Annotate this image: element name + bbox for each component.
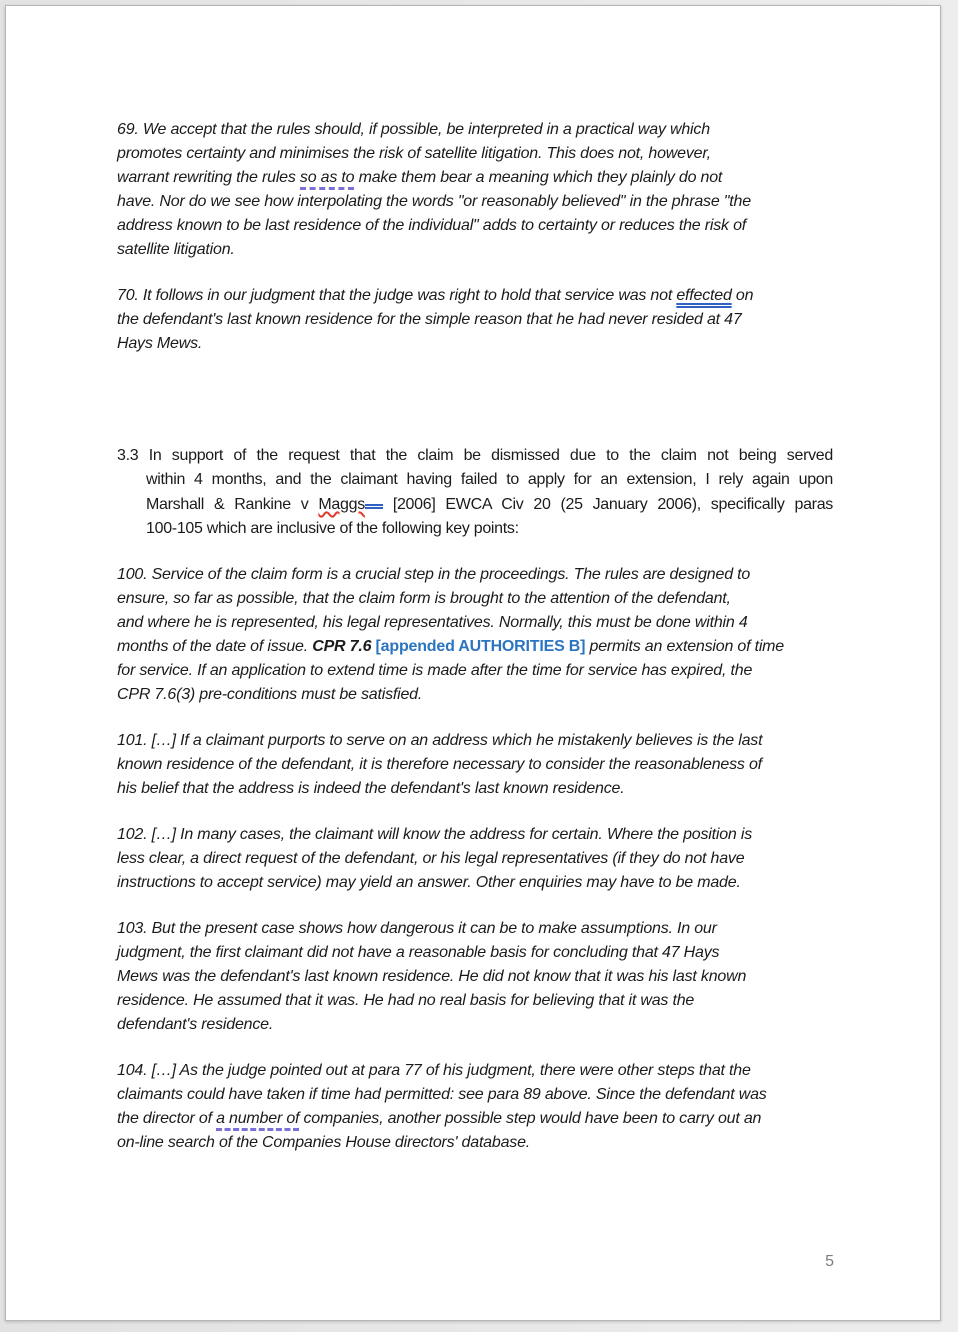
para-70	[117, 284, 833, 356]
text-segment: on-line search of the Companies House directors' database.	[117, 1134, 531, 1151]
text-segment: his belief that the address is indeed the defendant's last known residence.	[117, 780, 625, 797]
text-line	[117, 332, 833, 356]
text-line	[117, 214, 833, 238]
text-segment: Mews was the defendant's last known residence. He did not know that it was his last known	[117, 968, 747, 985]
para-103	[117, 917, 833, 1037]
text-segment: 70. It follows in our judgment that the judge was right to hold that service was not	[117, 287, 677, 304]
bold-reference: CPR 7.6	[312, 638, 376, 655]
text-segment: permits an extension of time	[585, 638, 785, 655]
text-segment: address known to be last residence of the individual" adds to certainty or reduces the risk of	[117, 217, 747, 234]
text-segment: warrant rewriting the rules	[117, 169, 300, 186]
text-line	[117, 492, 833, 517]
text-line	[117, 118, 833, 142]
text-segment: satellite litigation.	[117, 241, 235, 258]
text-line	[117, 611, 833, 635]
text-line	[117, 238, 833, 262]
text-segment: have. Nor do we see how interpolating the words "or reasonably believed" in the phrase "the	[117, 193, 751, 210]
page-number: 5	[825, 1253, 834, 1270]
text-segment: 100. Service of the claim form is a crucial step in the proceedings. The rules are designed to	[117, 566, 751, 583]
text-segment: within 4 months, and the claimant having failed to apply for an extension, I rely again upon	[146, 471, 833, 488]
grammar-gap-underline	[365, 492, 383, 509]
text-segment: instructions to accept service) may yield an answer. Other enquiries may have to be made.	[117, 874, 741, 891]
text-line	[117, 308, 833, 332]
text-line	[117, 847, 833, 871]
text-segment: residence. He assumed that it was. He had no real basis for believing that it was the	[117, 992, 695, 1009]
text-line	[117, 1013, 833, 1037]
text-segment: 104. […] As the judge pointed out at para 77 of his judgment, there were other steps that the	[117, 1062, 751, 1079]
text-line	[117, 917, 833, 941]
text-segment: for service. If an application to extend time is made after the time for service has expired, the	[117, 662, 753, 679]
grammar-double-underline: effected	[676, 287, 732, 304]
text-line	[117, 142, 833, 166]
document-content[interactable]	[117, 118, 833, 1177]
text-line	[117, 284, 833, 308]
text-line	[117, 941, 833, 965]
text-segment: the director of	[117, 1110, 217, 1127]
text-segment: 103. But the present case shows how dangerous it can be to make assumptions. In our	[117, 920, 717, 937]
text-segment: make them bear a meaning which they plainly do not	[354, 169, 723, 186]
grammar-dash-underline: a number of	[216, 1110, 299, 1131]
text-segment: 102. […] In many cases, the claimant will know the address for certain. Where the position is	[117, 826, 753, 843]
text-segment: claimants could have taken if time had permitted: see para 89 above. Since the defendant was	[117, 1086, 767, 1103]
text-line	[117, 587, 833, 611]
spellcheck-word: Maggs	[318, 496, 365, 513]
text-line	[117, 1131, 833, 1155]
para-101	[117, 729, 833, 801]
text-line	[117, 777, 833, 801]
document-page[interactable]	[5, 5, 941, 1321]
text-line	[117, 190, 833, 214]
text-line	[117, 659, 833, 683]
para-100	[117, 563, 833, 707]
text-segment: on	[731, 287, 754, 304]
text-line	[117, 683, 833, 707]
text-line	[117, 444, 833, 468]
text-segment: promotes certainty and minimises the risk of satellite litigation. This does not, however,	[117, 145, 711, 162]
text-line	[117, 965, 833, 989]
text-segment: ensure, so far as possible, that the claim form is brought to the attention of the defendant,	[117, 590, 731, 607]
text-segment: 101. […] If a claimant purports to serve on an address which he mistakenly believes is the last	[117, 732, 763, 749]
text-segment: Hays Mews.	[117, 335, 203, 352]
text-line	[117, 517, 833, 541]
grammar-dash-underline: so as to	[300, 169, 354, 190]
text-segment: the defendant's last known residence for the simple reason that he had never resided at 47	[117, 311, 742, 328]
authority-reference: [appended AUTHORITIES B]	[375, 638, 586, 655]
para-102	[117, 823, 833, 895]
text-segment: defendant's residence.	[117, 1016, 274, 1033]
text-line	[117, 989, 833, 1013]
text-line	[117, 823, 833, 847]
text-segment: 3.3 In support of the request that the claim be dismissed due to the claim not being served	[117, 447, 833, 464]
text-line	[117, 753, 833, 777]
text-segment: companies, another possible step would have been to carry out an	[299, 1110, 762, 1127]
text-segment: [2006] EWCA Civ 20 (25 January 2006), specifically paras	[382, 496, 833, 513]
text-line	[117, 1083, 833, 1107]
text-line	[117, 166, 833, 190]
text-line	[117, 635, 833, 659]
para-69	[117, 118, 833, 262]
para-3-3	[117, 444, 833, 541]
text-segment: months of the date of issue.	[117, 638, 313, 655]
text-segment: known residence of the defendant, it is therefore necessary to consider the reasonableness of	[117, 756, 762, 773]
text-segment: 100-105 which are inclusive of the following key points:	[146, 520, 519, 537]
text-line	[117, 871, 833, 895]
text-segment: CPR 7.6(3) pre-conditions must be satisfied.	[117, 686, 423, 703]
text-line	[117, 468, 833, 492]
text-line	[117, 1107, 833, 1131]
text-segment: Marshall & Rankine v	[146, 496, 319, 513]
text-line	[117, 729, 833, 753]
text-segment: less clear, a direct request of the defendant, or his legal representatives (if they do not have	[117, 850, 745, 867]
text-segment: 69. We accept that the rules should, if possible, be interpreted in a practical way which	[117, 121, 710, 138]
text-segment: judgment, the first claimant did not have a reasonable basis for concluding that 47 Hays	[117, 944, 720, 961]
text-line	[117, 563, 833, 587]
para-104	[117, 1059, 833, 1155]
text-segment: and where he is represented, his legal representatives. Normally, this must be done within 4	[117, 614, 748, 631]
text-line	[117, 1059, 833, 1083]
